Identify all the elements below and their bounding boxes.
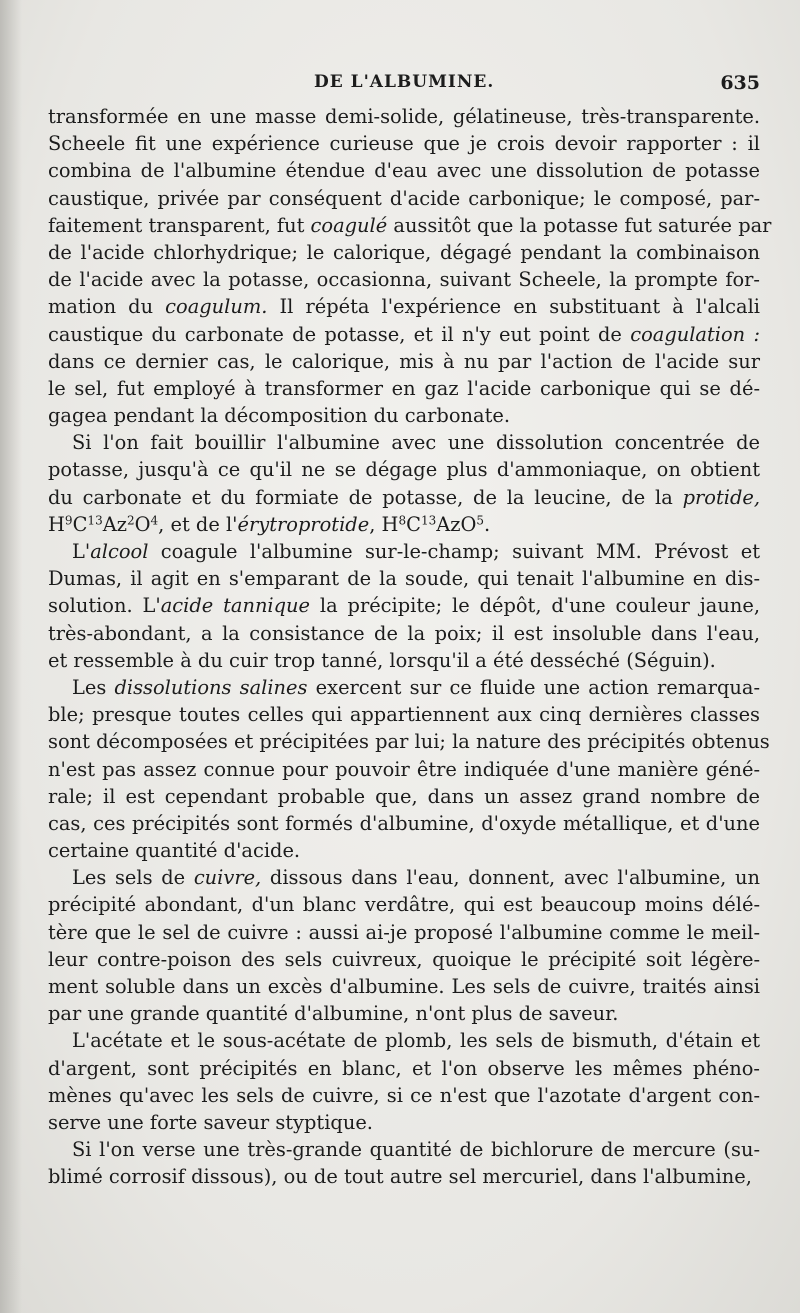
body-text [48,103,772,1191]
text-run: exercent sur ce fluide une action remarqua- [307,675,761,699]
text-run: mation du [48,295,166,319]
text-run: précipité abondant, d'un blanc verdâtre, qui est beaucoup moins délé- [48,893,760,917]
text-run: sont décomposées et précipitées par lui; la nature des précipités obtenus [48,730,770,754]
text-line [48,1027,760,1054]
text-line [48,511,760,538]
text-line [48,348,760,375]
text-run: C [72,512,88,536]
text-run: dans ce dernier cas, le calorique, mis à nu par l'action de l'acide sur [48,349,760,373]
text-run: leur contre-poison des sels cuivreux, quoique le précipité soit légère- [48,947,760,971]
italic-run: protide, [682,485,760,509]
paragraph [48,674,770,864]
text-line [48,620,760,647]
italic-run: alcool [90,540,149,563]
text-run: Dumas, il agit en s'emparant de la soude, qui tenait l'albumine en dis- [48,567,760,591]
text-run: très-abondant, a la consistance de la poix; il est insoluble dans l'eau, [48,621,760,645]
italic-run: coagulation : [630,322,760,346]
text-run: et ressemble à du cuir trop tanné, lorsqu'il a été desséché (Séguin). [48,648,716,672]
text-run: solution. L' [48,594,161,618]
text-line [48,973,760,1000]
text-run: AzO [436,512,477,536]
text-run: C [406,512,421,536]
text-run: Si l'on verse une très-grande quantité de bichlorure de mercure (su- [72,1138,760,1162]
superscript: 5 [476,513,485,528]
text-run: transformée en une masse demi-solide, gélatineuse, très-transparente. [48,105,760,128]
text-run: serve une forte saveur styptique. [48,1110,373,1134]
text-line [48,1109,760,1136]
text-run: gagea pendant la décomposition du carbonate. [48,404,510,428]
text-line [48,1082,760,1109]
superscript: 13 [420,513,437,528]
italic-run: coagulé [310,213,388,237]
paragraph [48,538,760,674]
text-line [48,783,760,810]
text-line [48,1055,760,1082]
text-line [48,456,760,483]
italic-run: dissolutions salines [114,675,308,699]
text-line [48,946,760,973]
text-run: L'acétate et le sous-acétate de plomb, les sels de bismuth, d'étain et [72,1029,760,1053]
text-run: ble; presque toutes celles qui appartiennent aux cinq dernières classes [48,703,760,727]
superscript: 2 [126,513,135,528]
text-run: combina de l'albumine étendue d'eau avec une dissolution de potasse [48,159,760,183]
text-run: coagule l'albumine sur-le-champ; suivant MM. Prévost et [148,540,760,563]
text-line [48,157,760,184]
text-line [48,293,760,320]
superscript: 4 [150,513,159,528]
text-run: par une grande quantité d'albumine, n'ont plus de saveur. [48,1002,619,1026]
text-run: Les sels de [72,866,194,890]
text-run: certaine quantité d'acide. [48,839,301,863]
paragraph [48,1027,760,1136]
text-line [48,701,760,728]
text-run: , H [369,512,399,536]
paragraph [48,103,772,429]
text-run: aussitôt que la potasse fut saturée par [387,213,772,237]
text-line [48,810,760,837]
text-line [48,239,760,266]
text-line [48,538,760,565]
text-line [48,919,760,946]
text-run: cas, ces précipités sont formés d'albumine, d'oxyde métallique, et d'une [48,811,760,835]
superscript: 8 [398,513,407,528]
text-run: blimé corrosif dissous), ou de tout autre sel mercuriel, dans l'albumine, [48,1165,752,1189]
paragraph [48,429,760,538]
text-run: Az [102,512,127,536]
text-line [48,565,760,592]
text-run: Les [72,675,115,699]
text-run: Si l'on fait bouillir l'albumine avec une dissolution concentrée de [72,431,760,455]
text-run: caustique du carbonate de potasse, et il n'y eut point de [48,322,631,346]
italic-run: érytroprotide [237,512,370,536]
text-run: la précipite; le dépôt, d'une couleur jaune, [310,594,760,618]
text-run: rale; il est cependant probable que, dans un assez grand nombre de [48,784,760,808]
text-run: le sel, fut employé à transformer en gaz l'acide carbonique qui se dé- [48,376,760,400]
text-line [48,212,772,239]
text-run: Il répéta l'expérience en substituant à l'alcali [267,295,760,319]
italic-run: coagulum. [165,295,268,319]
superscript: 13 [87,513,103,528]
text-line [48,402,760,429]
text-line [48,484,760,511]
text-run: potasse, jusqu'à ce qu'il ne se dégage plus d'ammoniaque, on obtient [48,458,760,482]
italic-run: acide tannique [160,594,311,618]
text-line [48,864,760,891]
binding-shadow [0,0,22,1313]
text-run: n'est pas assez connue pour pouvoir être indiquée d'une manière géné- [48,757,760,781]
text-line [48,429,760,456]
italic-run: cuivre, [193,866,262,890]
text-run: , et de l' [158,512,238,536]
text-run: de l'acide avec la potasse, occasionna, suivant Scheele, la prompte for- [48,268,760,292]
text-run: . [484,512,491,536]
text-line [48,674,760,701]
text-run: caustique, privée par conséquent d'acide carbonique; le composé, par- [48,186,760,210]
text-line [48,837,760,864]
text-line [48,1136,760,1163]
text-line [48,185,760,212]
text-line [48,728,770,755]
text-line [48,756,760,783]
text-run: O [134,512,151,536]
text-line [48,592,760,619]
text-run: d'argent, sont précipités en blanc, et l'on observe les mêmes phéno- [48,1056,760,1080]
text-run: Scheele fit une expérience curieuse que je crois devoir rapporter : il [48,132,760,156]
text-line [48,647,760,674]
paragraph [48,1136,760,1190]
text-run: dissous dans l'eau, donnent, avec l'albumine, un [261,866,760,890]
text-run: L' [72,540,91,563]
text-line [48,103,760,130]
text-line [48,1000,760,1027]
text-line [48,321,760,348]
text-run: faitement transparent, fut [48,213,311,237]
page-number: 635 [720,72,760,94]
text-run: de l'acide chlorhydrique; le calorique, dégagé pendant la combinaison [48,240,760,264]
text-line [48,375,760,402]
text-run: ment soluble dans un excès d'albumine. Les sels de cuivre, traités ainsi [48,975,760,998]
text-line [48,130,760,157]
running-title: DE L'ALBUMINE. [314,72,495,92]
text-line [48,266,760,293]
superscript: 9 [64,513,73,528]
paragraph [48,864,760,1027]
text-run: H [48,512,65,536]
text-line [48,1163,760,1190]
text-run: du carbonate et du formiate de potasse, de la leucine, de la [48,485,683,509]
page-header [48,72,760,98]
text-line [48,891,760,918]
text-run: mènes qu'avec les sels de cuivre, si ce n'est que l'azotate d'argent con- [48,1083,760,1107]
text-run: tère que le sel de cuivre : aussi ai-je proposé l'albumine comme le meil- [48,920,760,944]
